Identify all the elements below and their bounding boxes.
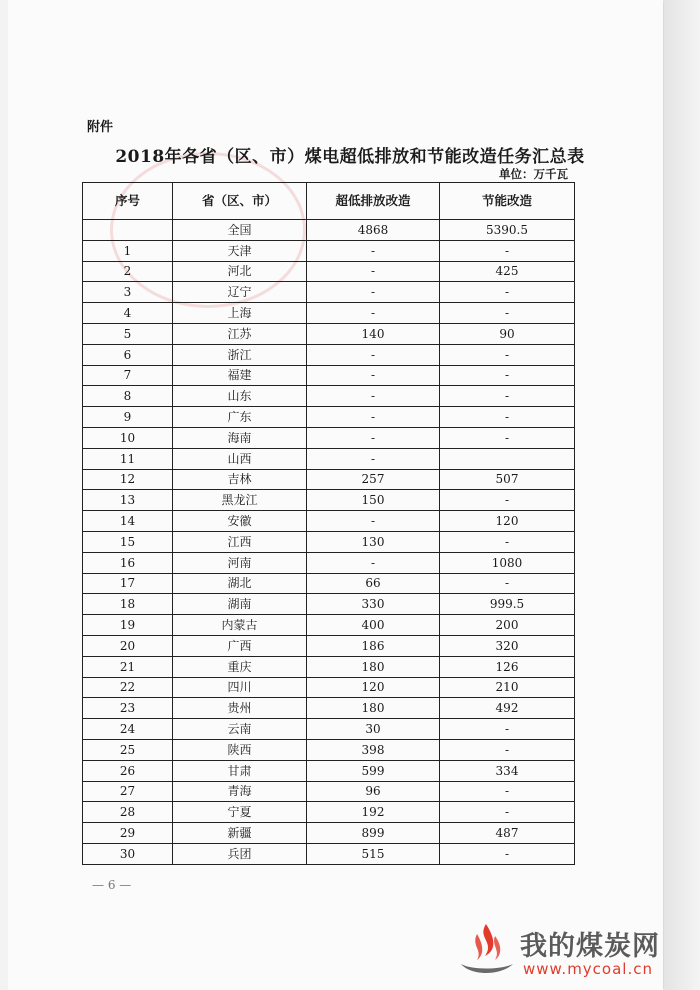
row-energy-saving-cell: -	[440, 303, 575, 324]
watermark-brand-text: 我的煤炭网	[520, 931, 660, 962]
table-row	[83, 573, 575, 594]
row-index-cell: 17	[83, 573, 173, 594]
page-title: 2018年各省（区、市）煤电超低排放和节能改造任务汇总表	[115, 147, 585, 167]
row-index-cell: 1	[83, 240, 173, 261]
row-ultra-low-emission-cell: 257	[307, 469, 440, 490]
row-province-cell: 广东	[173, 407, 307, 428]
row-index-cell: 25	[83, 739, 173, 760]
row-ultra-low-emission-cell: -	[307, 552, 440, 573]
row-ultra-low-emission-cell: 400	[307, 615, 440, 636]
row-ultra-low-emission-cell: 186	[307, 635, 440, 656]
row-province-cell: 浙江	[173, 344, 307, 365]
row-energy-saving-cell: 90	[440, 323, 575, 344]
row-province-cell: 江苏	[173, 323, 307, 344]
row-province-cell: 河北	[173, 261, 307, 282]
row-ultra-low-emission-cell: 330	[307, 594, 440, 615]
attachment-label: 附件	[87, 120, 114, 135]
header-province: 省（区、市）	[173, 183, 307, 220]
row-energy-saving-cell: -	[440, 719, 575, 740]
table-row	[83, 823, 575, 844]
row-ultra-low-emission-cell: 130	[307, 531, 440, 552]
table-row	[83, 240, 575, 261]
table-row	[83, 719, 575, 740]
row-ultra-low-emission-cell: -	[307, 386, 440, 407]
row-province-cell: 山东	[173, 386, 307, 407]
row-energy-saving-cell: 507	[440, 469, 575, 490]
table-row	[83, 781, 575, 802]
row-province-cell: 青海	[173, 781, 307, 802]
table-row	[83, 698, 575, 719]
row-index-cell: 28	[83, 802, 173, 823]
row-province-cell: 广西	[173, 635, 307, 656]
row-ultra-low-emission-cell: -	[307, 511, 440, 532]
row-province-cell: 贵州	[173, 698, 307, 719]
table-row	[83, 594, 575, 615]
row-province-cell: 天津	[173, 240, 307, 261]
table-row	[83, 843, 575, 864]
table-row	[83, 739, 575, 760]
page-number: — 6 —	[92, 878, 132, 892]
row-province-cell: 海南	[173, 427, 307, 448]
row-index-cell: 2	[83, 261, 173, 282]
row-ultra-low-emission-cell: 515	[307, 843, 440, 864]
row-province-cell: 新疆	[173, 823, 307, 844]
row-ultra-low-emission-cell: 66	[307, 573, 440, 594]
row-index-cell	[83, 220, 173, 241]
table-row	[83, 531, 575, 552]
row-index-cell: 24	[83, 719, 173, 740]
row-index-cell: 14	[83, 511, 173, 532]
watermark-logo	[455, 918, 695, 984]
row-index-cell: 20	[83, 635, 173, 656]
row-index-cell: 13	[83, 490, 173, 511]
row-province-cell: 全国	[173, 220, 307, 241]
row-ultra-low-emission-cell: 4868	[307, 220, 440, 241]
row-ultra-low-emission-cell: 180	[307, 656, 440, 677]
row-energy-saving-cell: 425	[440, 261, 575, 282]
table-row	[83, 760, 575, 781]
row-ultra-low-emission-cell: -	[307, 261, 440, 282]
table-row	[83, 365, 575, 386]
table-row	[83, 220, 575, 241]
row-energy-saving-cell: 200	[440, 615, 575, 636]
row-index-cell: 7	[83, 365, 173, 386]
row-index-cell: 15	[83, 531, 173, 552]
table-header-row	[83, 183, 575, 220]
row-energy-saving-cell: -	[440, 427, 575, 448]
row-index-cell: 6	[83, 344, 173, 365]
row-ultra-low-emission-cell: -	[307, 344, 440, 365]
row-province-cell: 重庆	[173, 656, 307, 677]
row-energy-saving-cell: 320	[440, 635, 575, 656]
row-province-cell: 宁夏	[173, 802, 307, 823]
row-energy-saving-cell: -	[440, 781, 575, 802]
table-row	[83, 802, 575, 823]
row-province-cell: 内蒙古	[173, 615, 307, 636]
row-ultra-low-emission-cell: -	[307, 282, 440, 303]
watermark-url: www.mycoal.cn	[523, 960, 653, 978]
row-index-cell: 29	[83, 823, 173, 844]
row-province-cell: 辽宁	[173, 282, 307, 303]
header-energy-saving: 节能改造	[440, 183, 575, 220]
row-ultra-low-emission-cell: -	[307, 303, 440, 324]
row-energy-saving-cell: 334	[440, 760, 575, 781]
row-index-cell: 21	[83, 656, 173, 677]
row-index-cell: 19	[83, 615, 173, 636]
row-ultra-low-emission-cell: 192	[307, 802, 440, 823]
row-energy-saving-cell: -	[440, 240, 575, 261]
row-energy-saving-cell: -	[440, 386, 575, 407]
row-province-cell: 湖北	[173, 573, 307, 594]
table-row	[83, 552, 575, 573]
table-row	[83, 677, 575, 698]
row-province-cell: 江西	[173, 531, 307, 552]
row-ultra-low-emission-cell: 899	[307, 823, 440, 844]
row-ultra-low-emission-cell: 180	[307, 698, 440, 719]
table-row	[83, 261, 575, 282]
row-ultra-low-emission-cell: 120	[307, 677, 440, 698]
row-energy-saving-cell: -	[440, 365, 575, 386]
row-energy-saving-cell: -	[440, 739, 575, 760]
table-row	[83, 303, 575, 324]
row-province-cell: 四川	[173, 677, 307, 698]
row-ultra-low-emission-cell: -	[307, 240, 440, 261]
row-province-cell: 黑龙江	[173, 490, 307, 511]
row-ultra-low-emission-cell: 150	[307, 490, 440, 511]
row-energy-saving-cell: -	[440, 407, 575, 428]
row-province-cell: 上海	[173, 303, 307, 324]
row-energy-saving-cell: 120	[440, 511, 575, 532]
row-ultra-low-emission-cell: 96	[307, 781, 440, 802]
row-province-cell: 陕西	[173, 739, 307, 760]
row-ultra-low-emission-cell: 398	[307, 739, 440, 760]
row-ultra-low-emission-cell: -	[307, 427, 440, 448]
header-ultra-low-emission: 超低排放改造	[307, 183, 440, 220]
table-row	[83, 386, 575, 407]
row-energy-saving-cell: 210	[440, 677, 575, 698]
table-row	[83, 323, 575, 344]
row-index-cell: 22	[83, 677, 173, 698]
row-energy-saving-cell: 1080	[440, 552, 575, 573]
table-row	[83, 511, 575, 532]
row-ultra-low-emission-cell: 599	[307, 760, 440, 781]
row-index-cell: 11	[83, 448, 173, 469]
row-index-cell: 3	[83, 282, 173, 303]
row-province-cell: 湖南	[173, 594, 307, 615]
flame-logo-icon	[455, 920, 517, 982]
row-energy-saving-cell: -	[440, 282, 575, 303]
row-province-cell: 云南	[173, 719, 307, 740]
row-index-cell: 4	[83, 303, 173, 324]
row-energy-saving-cell	[440, 448, 575, 469]
table-row	[83, 407, 575, 428]
table-row	[83, 469, 575, 490]
task-summary-table	[82, 182, 575, 865]
row-index-cell: 18	[83, 594, 173, 615]
row-energy-saving-cell: 492	[440, 698, 575, 719]
row-ultra-low-emission-cell: -	[307, 365, 440, 386]
table-row	[83, 344, 575, 365]
row-energy-saving-cell: -	[440, 802, 575, 823]
row-ultra-low-emission-cell: -	[307, 448, 440, 469]
row-ultra-low-emission-cell: -	[307, 407, 440, 428]
row-province-cell: 山西	[173, 448, 307, 469]
row-ultra-low-emission-cell: 140	[307, 323, 440, 344]
row-energy-saving-cell: 999.5	[440, 594, 575, 615]
row-index-cell: 9	[83, 407, 173, 428]
row-index-cell: 12	[83, 469, 173, 490]
row-energy-saving-cell: 126	[440, 656, 575, 677]
row-province-cell: 吉林	[173, 469, 307, 490]
row-index-cell: 8	[83, 386, 173, 407]
row-province-cell: 安徽	[173, 511, 307, 532]
table-row	[83, 490, 575, 511]
row-energy-saving-cell: -	[440, 531, 575, 552]
row-energy-saving-cell: -	[440, 843, 575, 864]
table-row	[83, 615, 575, 636]
row-index-cell: 16	[83, 552, 173, 573]
row-energy-saving-cell: 5390.5	[440, 220, 575, 241]
row-province-cell: 兵团	[173, 843, 307, 864]
row-energy-saving-cell: 487	[440, 823, 575, 844]
row-energy-saving-cell: -	[440, 573, 575, 594]
unit-label: 单位：万千瓦	[499, 167, 568, 181]
row-index-cell: 30	[83, 843, 173, 864]
table-row	[83, 656, 575, 677]
table-row	[83, 427, 575, 448]
header-index: 序号	[83, 183, 173, 220]
row-energy-saving-cell: -	[440, 344, 575, 365]
row-province-cell: 河南	[173, 552, 307, 573]
row-province-cell: 福建	[173, 365, 307, 386]
table-row	[83, 282, 575, 303]
table-row	[83, 448, 575, 469]
row-energy-saving-cell: -	[440, 490, 575, 511]
row-index-cell: 5	[83, 323, 173, 344]
table-row	[83, 635, 575, 656]
row-ultra-low-emission-cell: 30	[307, 719, 440, 740]
row-index-cell: 23	[83, 698, 173, 719]
row-index-cell: 26	[83, 760, 173, 781]
row-province-cell: 甘肃	[173, 760, 307, 781]
row-index-cell: 27	[83, 781, 173, 802]
row-index-cell: 10	[83, 427, 173, 448]
